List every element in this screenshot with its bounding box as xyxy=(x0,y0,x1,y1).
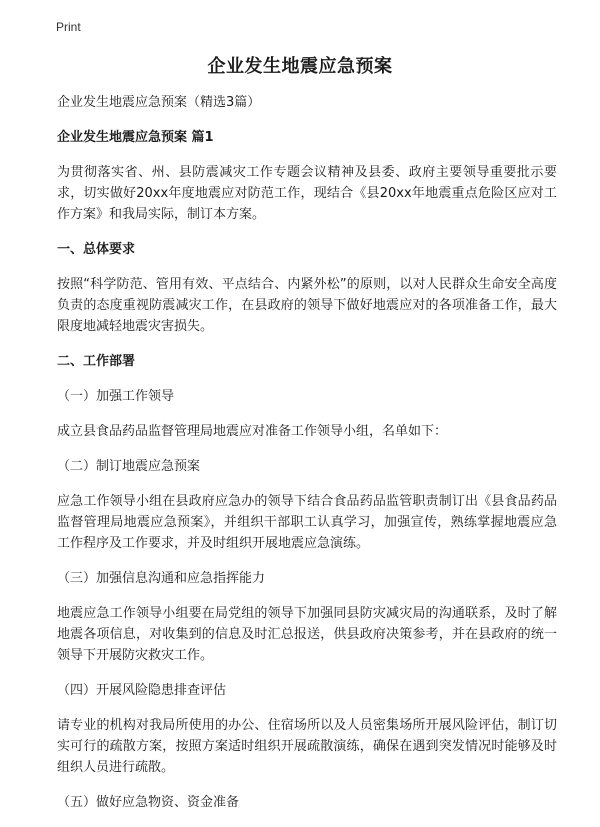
article-heading: 企业发生地震应急预案 篇1 xyxy=(57,130,214,145)
leadership-paragraph: 成立县食品药品监督管理局地震应对准备工作领导小组，名单如下： xyxy=(57,424,448,439)
information-command-paragraph: 地震应急工作领导小组要在局党组的领导下加强同县防灾减灾局的沟通联系，及时了解地震各项信息，对收集到的信息及时汇总报送，供县政府决策参考，并在县政府的统一领导下开展防灾救灾工作。 xyxy=(57,606,557,663)
sub-heading-information-command: （三）加强信息沟通和应急指挥能力 xyxy=(57,571,266,586)
sub-heading-leadership: （一）加强工作领导 xyxy=(57,389,175,404)
print-label[interactable]: Print xyxy=(56,20,81,34)
section-heading-work-deployment: 二、工作部署 xyxy=(57,354,136,369)
document-title: 企业发生地震应急预案 xyxy=(207,56,393,77)
emergency-plan-paragraph: 应急工作领导小组在县政府应急办的领导下结合食品药品监管职责制订出《县食品药品监督管理局地震应急预案》，并组织干部职工认真学习，加强宣传，熟练掌握地震应急工作程序及工作要求，并及时组织开展地震应急演练。 xyxy=(57,494,557,551)
sub-heading-risk-assessment: （四）开展风险隐患排查评估 xyxy=(57,683,227,698)
sub-heading-supplies-funds: （五）做好应急物资、资金准备 xyxy=(57,795,240,810)
intro-paragraph: 为贯彻落实省、州、县防震减灾工作专题会议精神及县委、政府主要领导重要批示要求，切实做好20xx年度地震应对防范工作，现结合《县20xx年地震重点危险区应对工作方案》和我局实际，制订本方案。 xyxy=(57,165,557,222)
document-body xyxy=(57,92,557,827)
general-requirements-paragraph: 按照“科学防范、管用有效、平点结合、内紧外松”的原则，以对人民群众生命安全高度负责的态度重视防震减灾工作，在县政府的领导下做好地震应对的各项准备工作，最大限度地减轻地震灾害损失。 xyxy=(57,277,557,334)
risk-assessment-paragraph: 请专业的机构对我局所使用的办公、住宿场所以及人员密集场所开展风险评估，制订切实可行的疏散方案，按照方案适时组织开展疏散演练，确保在遇到突发情况时能够及时组织人员进行疏散。 xyxy=(57,718,557,775)
sub-heading-emergency-plan: （二）制订地震应急预案 xyxy=(57,459,201,474)
section-heading-general-requirements: 一、总体要求 xyxy=(57,242,136,257)
document-subtitle: 企业发生地震应急预案（精选3篇） xyxy=(57,95,261,110)
